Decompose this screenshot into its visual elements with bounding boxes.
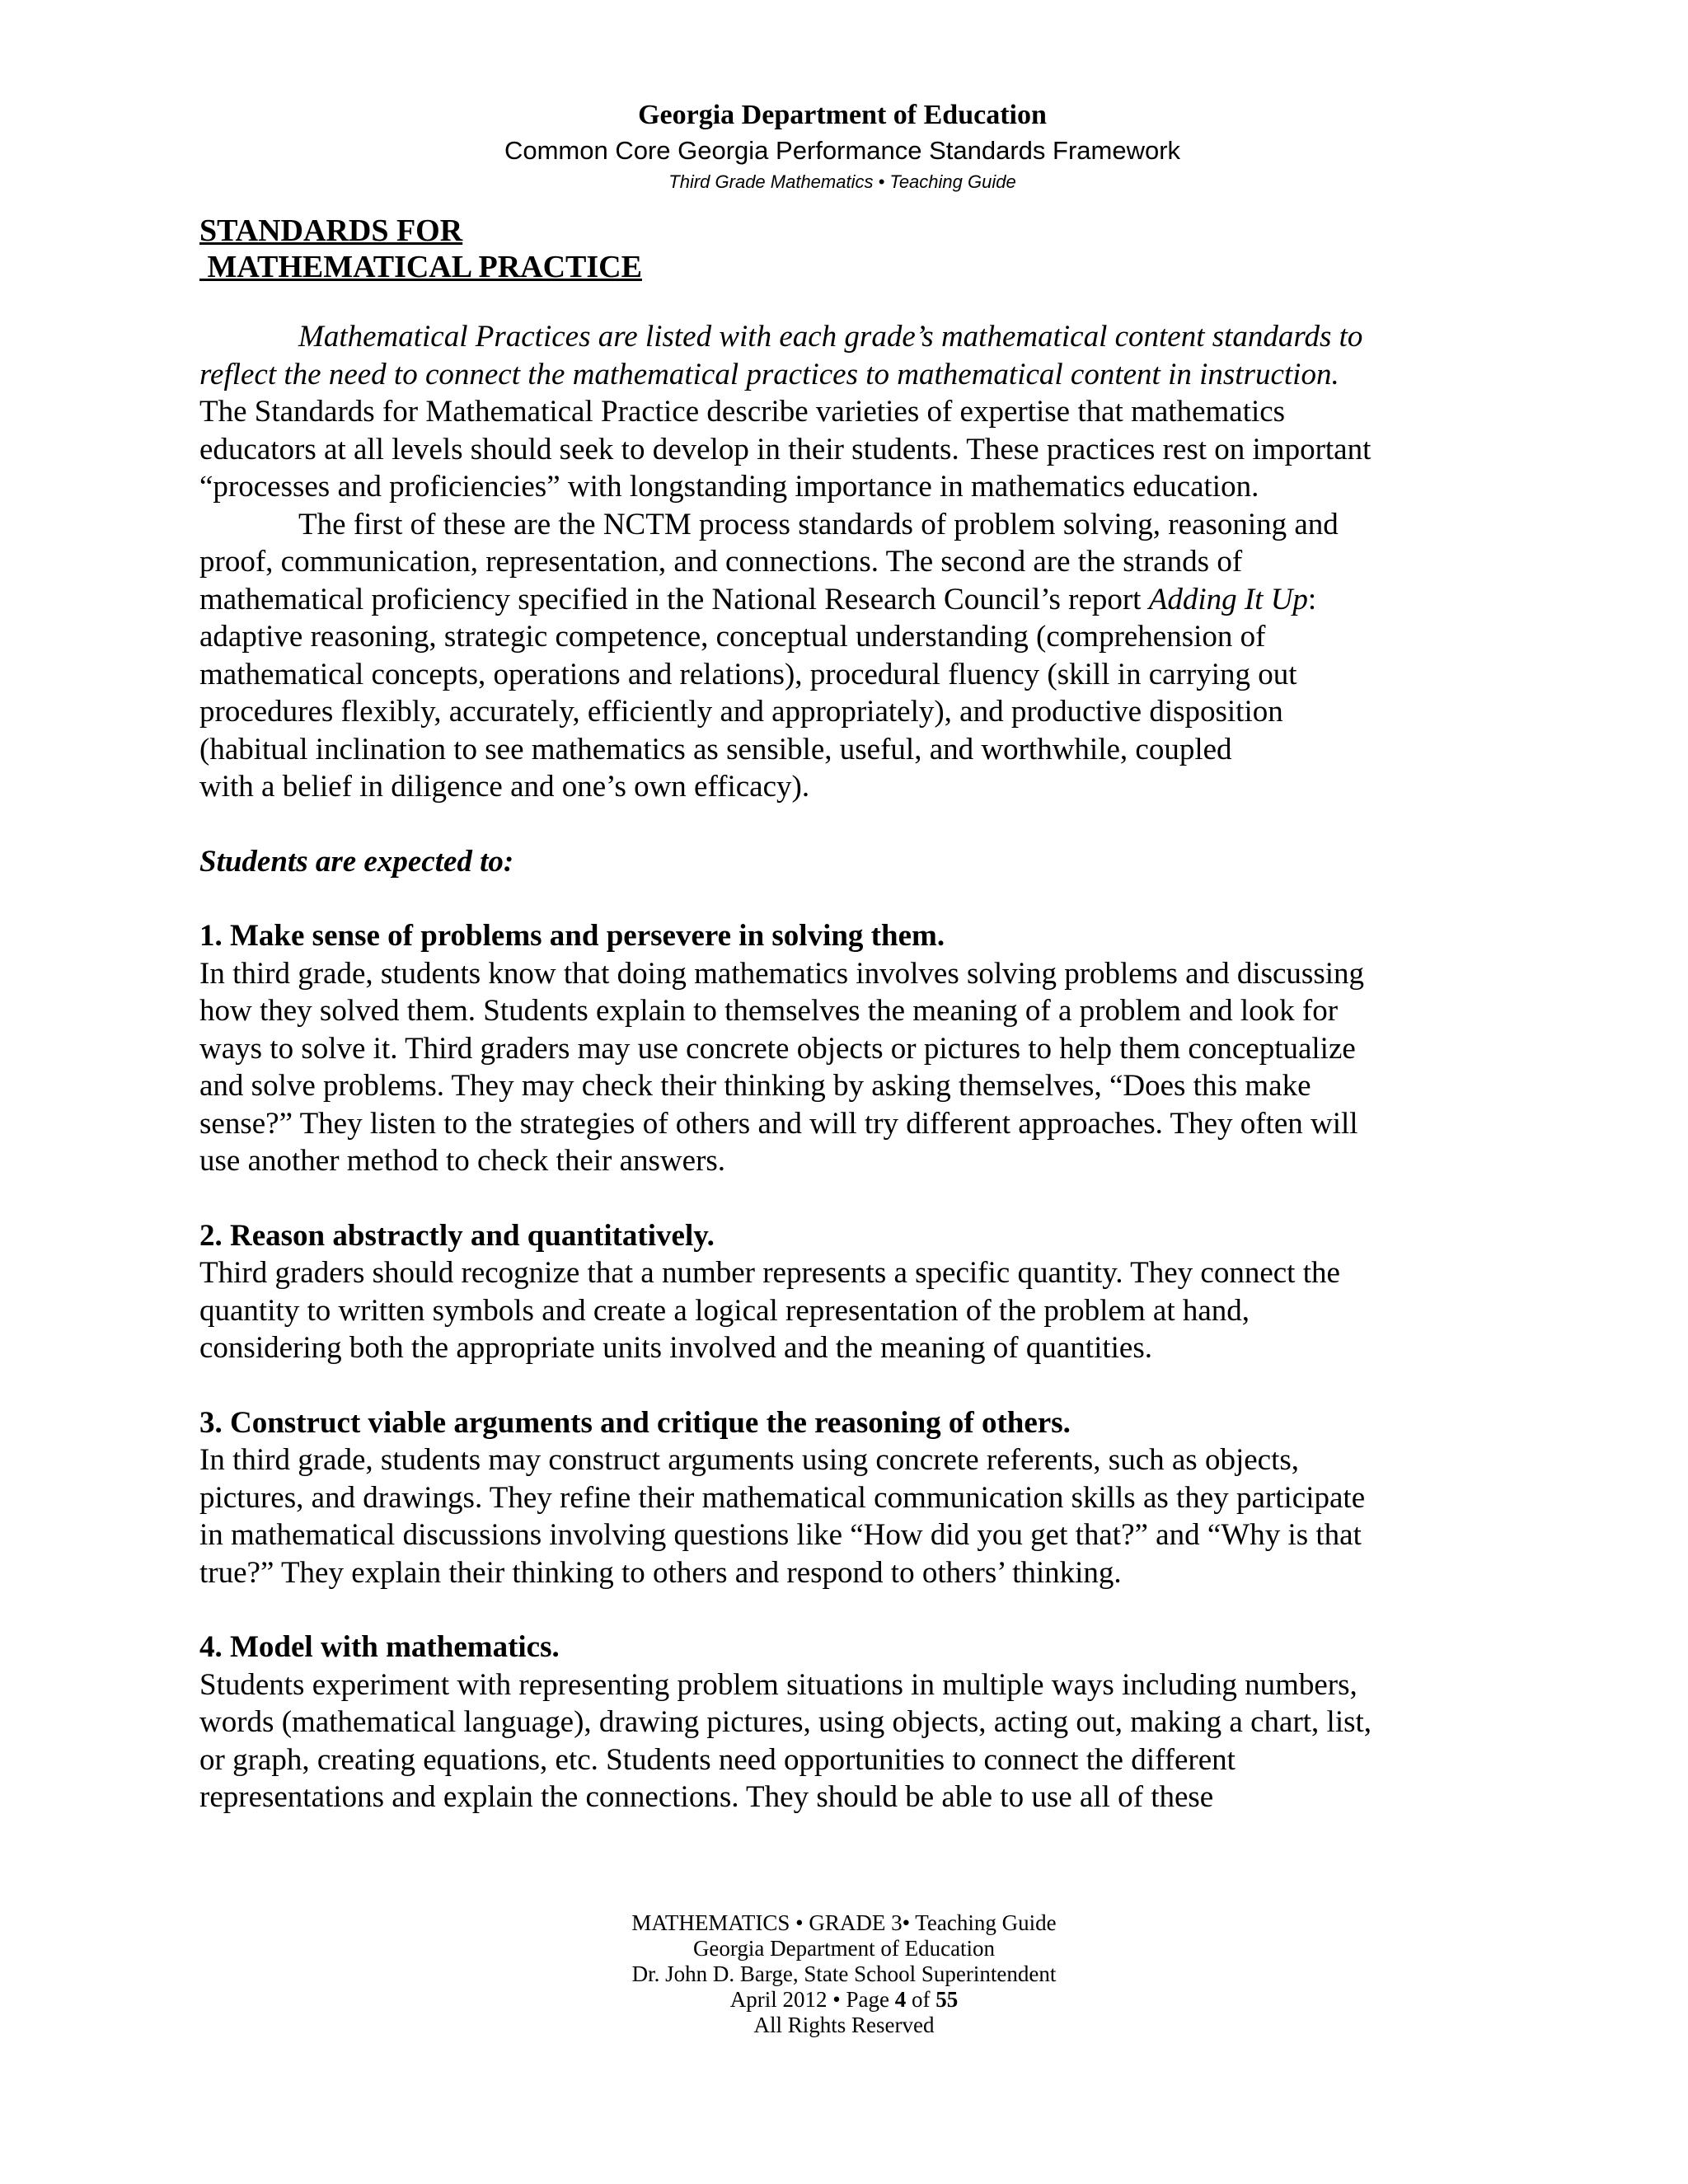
footer-page-line (0, 1987, 1688, 2013)
practice-heading: 1. Make sense of problems and persevere in solving them. (199, 919, 945, 953)
header-framework: Common Core Georgia Performance Standards Framework (504, 136, 1181, 165)
practice-line: In third grade, students know that doing mathematics involves solving problems and discussing (199, 956, 1365, 991)
footer-line: MATHEMATICS • GRADE 3• Teaching Guide (631, 1910, 1057, 1935)
header-subtitle: Third Grade Mathematics • Teaching Guide (668, 171, 1016, 192)
practice-line: in mathematical discussions involving questions like “How did you get that?” and “Why is that (199, 1518, 1362, 1552)
students-expected-heading: Students are expected to: (199, 844, 514, 879)
section-title-line-1: STANDARDS FOR (199, 213, 463, 248)
footer-of: of (906, 1987, 936, 2012)
nctm-line: adaptive reasoning, strategic competence, conceptual understanding (comprehension of (199, 620, 1266, 654)
practice-line: Students experiment with representing problem situations in multiple ways including numbers, (199, 1667, 1357, 1702)
practice-heading: 2. Reason abstractly and quantitatively. (199, 1218, 715, 1253)
header-organization: Georgia Department of Education (638, 100, 1047, 130)
report-title: Adding It Up (1148, 582, 1308, 616)
practice-line: or graph, creating equations, etc. Students need opportunities to connect the different (199, 1742, 1236, 1777)
page-header (199, 97, 1485, 196)
practice-item (199, 917, 1485, 1180)
intro-paragraph (199, 318, 1485, 506)
practice-line: and solve problems. They may check their thinking by asking themselves, “Does this make (199, 1069, 1311, 1103)
practice-line: how they solved them. Students explain to themselves the meaning of a problem and look for (199, 994, 1339, 1028)
nctm-line: The first of these are the NCTM process standards of problem solving, reasoning and (298, 507, 1339, 541)
nctm-line: (habitual inclination to see mathematics as sensible, useful, and worthwhile, coupled (199, 732, 1232, 766)
nctm-line: with a belief in diligence and one’s own efficacy). (199, 770, 810, 804)
footer-line: Georgia Department of Education (692, 1936, 996, 1961)
nctm-line: proof, communication, representation, and connections. The second are the strands of (199, 545, 1243, 579)
nctm-line (199, 581, 1485, 619)
nctm-line: mathematical concepts, operations and relations), procedural fluency (skill in carrying out (199, 657, 1297, 691)
practice-line: use another method to check their answers. (199, 1144, 726, 1178)
intro-italic-line: Mathematical Practices are listed with each grade’s mathematical content standards to (298, 320, 1363, 354)
footer-line: All Rights Reserved (753, 2013, 935, 2037)
section-title (199, 213, 1485, 285)
practice-line: In third grade, students may construct arguments using concrete referents, such as objects, (199, 1443, 1300, 1477)
practice-line: quantity to written symbols and create a logical representation of the problem at hand, (199, 1293, 1250, 1328)
page-total: 55 (935, 1987, 959, 2012)
document-page (199, 97, 1485, 1816)
colon: : (1307, 582, 1317, 616)
intro-line: educators at all levels should seek to develop in their students. These practices rest on important (199, 432, 1372, 466)
page-footer (0, 1910, 1688, 2038)
intro-line: The Standards for Mathematical Practice describe varieties of expertise that mathematics (199, 395, 1286, 429)
practice-line: pictures, and drawings. They refine their mathematical communication skills as they participate (199, 1480, 1366, 1515)
practice-item (199, 1404, 1485, 1592)
page-number: 4 (894, 1987, 907, 2012)
practice-heading: 3. Construct viable arguments and critique the reasoning of others. (199, 1405, 1071, 1440)
section-title-line-2: MATHEMATICAL PRACTICE (199, 250, 642, 284)
intro-line: “processes and proficiencies” with longstanding importance in mathematics education. (199, 470, 1259, 504)
practice-line: Third graders should recognize that a number represents a specific quantity. They connect the (199, 1256, 1340, 1290)
practice-line: ways to solve it. Third graders may use concrete objects or pictures to help them conceptualize (199, 1031, 1356, 1066)
practice-line: considering both the appropriate units involved and the meaning of quantities. (199, 1331, 1152, 1365)
practice-line: true?” They explain their thinking to others and respond to others’ thinking. (199, 1555, 1122, 1590)
nctm-line-text: mathematical proficiency specified in the National Research Council’s report (199, 582, 1149, 616)
nctm-paragraph (199, 506, 1485, 806)
practice-line: words (mathematical language), drawing pictures, using objects, acting out, making a chart, list, (199, 1705, 1372, 1739)
practice-item (199, 1629, 1485, 1816)
footer-line: Dr. John D. Barge, State School Superintendent (631, 1961, 1057, 1986)
intro-italic-line: reflect the need to connect the mathematical practices to mathematical content in instruction. (199, 357, 1339, 391)
practice-item (199, 1217, 1485, 1367)
practice-line: sense?” They listen to the strategies of others and will try different approaches. They often will (199, 1106, 1358, 1141)
nctm-line: procedures flexibly, accurately, efficiently and appropriately), and productive disposition (199, 695, 1283, 729)
footer-date: April 2012 • Page (729, 1987, 895, 2012)
practice-heading: 4. Model with mathematics. (199, 1630, 560, 1664)
practice-line: representations and explain the connections. They should be able to use all of these (199, 1780, 1214, 1814)
